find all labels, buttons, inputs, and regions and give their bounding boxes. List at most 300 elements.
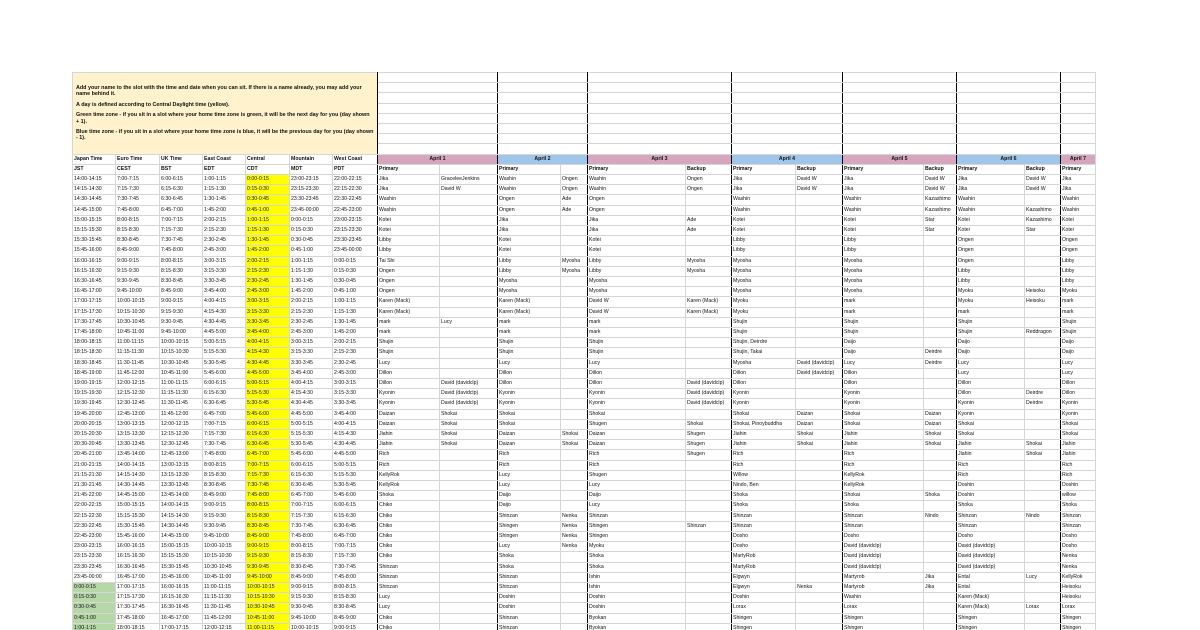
backup-signup-cell[interactable] — [561, 409, 588, 419]
primary-signup-cell[interactable]: Shingen — [732, 623, 796, 630]
primary-signup-cell[interactable]: Kyonin — [498, 399, 561, 409]
primary-signup-cell[interactable]: Jika — [588, 215, 686, 225]
backup-signup-cell[interactable] — [440, 470, 498, 480]
backup-signup-cell[interactable] — [561, 378, 588, 388]
backup-signup-cell[interactable] — [686, 613, 732, 623]
backup-signup-cell[interactable] — [924, 501, 957, 511]
primary-signup-cell[interactable]: Jiahin — [1061, 450, 1096, 460]
primary-signup-cell[interactable]: Shujin — [588, 338, 686, 348]
backup-signup-cell[interactable] — [796, 348, 843, 358]
primary-signup-cell[interactable]: Shinzan — [1061, 511, 1096, 521]
primary-signup-cell[interactable]: Washin — [1061, 195, 1096, 205]
primary-signup-cell[interactable]: mark — [498, 327, 561, 337]
backup-signup-cell[interactable]: Star — [924, 225, 957, 235]
primary-signup-cell[interactable]: Myoku — [957, 287, 1025, 297]
primary-signup-cell[interactable]: Daijo — [1061, 348, 1096, 358]
primary-signup-cell[interactable]: Doshin — [957, 481, 1025, 491]
primary-signup-cell[interactable]: Chiko — [378, 501, 440, 511]
backup-signup-cell[interactable]: Kazashimo — [1025, 205, 1061, 215]
primary-signup-cell[interactable]: Myosha — [732, 358, 796, 368]
primary-signup-cell[interactable]: Daizan — [498, 440, 561, 450]
primary-signup-cell[interactable]: Rich — [957, 460, 1025, 470]
backup-signup-cell[interactable] — [1025, 460, 1061, 470]
backup-signup-cell[interactable]: Nenka — [561, 511, 588, 521]
primary-signup-cell[interactable]: David W — [588, 307, 686, 317]
primary-signup-cell[interactable]: Ongen — [588, 205, 686, 215]
backup-signup-cell[interactable] — [924, 287, 957, 297]
primary-signup-cell[interactable]: Jika — [732, 185, 796, 195]
backup-signup-cell[interactable] — [1025, 266, 1061, 276]
primary-signup-cell[interactable]: Libby — [498, 266, 561, 276]
primary-signup-cell[interactable]: Doshin — [498, 593, 561, 603]
primary-signup-cell[interactable]: Libby — [588, 266, 686, 276]
primary-signup-cell[interactable]: Shokai — [957, 419, 1025, 429]
primary-signup-cell[interactable]: Lucy — [498, 542, 561, 552]
primary-signup-cell[interactable]: Jiahin — [732, 440, 796, 450]
primary-signup-cell[interactable]: Shokai — [843, 419, 924, 429]
backup-signup-cell[interactable]: David W — [924, 185, 957, 195]
primary-signup-cell[interactable]: willow — [1061, 491, 1096, 501]
primary-signup-cell[interactable]: Shujin — [378, 338, 440, 348]
backup-signup-cell[interactable] — [686, 338, 732, 348]
primary-signup-cell[interactable]: Jika — [498, 215, 561, 225]
backup-signup-cell[interactable] — [561, 572, 588, 582]
backup-signup-cell[interactable]: Deirdre — [924, 348, 957, 358]
primary-signup-cell[interactable]: Lorax — [732, 603, 796, 613]
primary-signup-cell[interactable]: Daizan — [378, 409, 440, 419]
primary-signup-cell[interactable]: Nenka — [1061, 552, 1096, 562]
backup-signup-cell[interactable] — [440, 266, 498, 276]
primary-signup-cell[interactable]: Shugen — [588, 419, 686, 429]
primary-signup-cell[interactable]: Shujin — [957, 327, 1025, 337]
backup-signup-cell[interactable] — [686, 460, 732, 470]
primary-signup-cell[interactable]: Shoka — [498, 552, 561, 562]
backup-signup-cell[interactable] — [796, 562, 843, 572]
backup-signup-cell[interactable] — [796, 460, 843, 470]
primary-signup-cell[interactable]: Dillon — [1061, 378, 1096, 388]
backup-signup-cell[interactable]: Shugen — [686, 440, 732, 450]
primary-signup-cell[interactable]: Doshin — [732, 593, 796, 603]
primary-signup-cell[interactable]: Shinzan — [957, 511, 1025, 521]
backup-signup-cell[interactable] — [561, 276, 588, 286]
primary-signup-cell[interactable]: Shinzan — [843, 521, 924, 531]
backup-signup-cell[interactable]: Shokai — [1025, 440, 1061, 450]
backup-signup-cell[interactable] — [561, 368, 588, 378]
primary-signup-cell[interactable]: Myosha — [588, 287, 686, 297]
primary-signup-cell[interactable]: Shujin — [1061, 327, 1096, 337]
primary-signup-cell[interactable]: Shinzan — [1061, 521, 1096, 531]
backup-signup-cell[interactable]: Star — [1025, 225, 1061, 235]
primary-signup-cell[interactable]: Shingen — [843, 623, 924, 630]
primary-signup-cell[interactable]: Shingen — [732, 613, 796, 623]
primary-signup-cell[interactable]: Kyonin — [732, 399, 796, 409]
primary-signup-cell[interactable]: Rich — [588, 460, 686, 470]
primary-signup-cell[interactable]: Ongen — [378, 266, 440, 276]
primary-signup-cell[interactable]: Dillon — [498, 378, 561, 388]
primary-signup-cell[interactable]: Kotei — [498, 236, 561, 246]
backup-signup-cell[interactable] — [796, 297, 843, 307]
primary-signup-cell[interactable]: Shoka — [588, 552, 686, 562]
backup-signup-cell[interactable] — [924, 327, 957, 337]
backup-signup-cell[interactable] — [1025, 532, 1061, 542]
primary-signup-cell[interactable]: Shinzan — [498, 511, 561, 521]
backup-signup-cell[interactable]: Reddragon — [1025, 327, 1061, 337]
backup-signup-cell[interactable]: David (davidclp) — [440, 389, 498, 399]
primary-signup-cell[interactable]: KellyRok — [843, 470, 924, 480]
backup-signup-cell[interactable] — [1025, 593, 1061, 603]
backup-signup-cell[interactable] — [796, 236, 843, 246]
primary-signup-cell[interactable]: Kyonin — [843, 399, 924, 409]
primary-signup-cell[interactable]: Jika — [378, 185, 440, 195]
backup-signup-cell[interactable] — [686, 205, 732, 215]
backup-signup-cell[interactable]: Ongen — [686, 174, 732, 184]
primary-signup-cell[interactable]: Chiko — [378, 532, 440, 542]
backup-signup-cell[interactable] — [440, 552, 498, 562]
primary-signup-cell[interactable]: Shingen — [957, 613, 1025, 623]
primary-signup-cell[interactable]: David W — [588, 297, 686, 307]
backup-signup-cell[interactable] — [1025, 470, 1061, 480]
backup-signup-cell[interactable] — [686, 532, 732, 542]
backup-signup-cell[interactable]: Nindo — [924, 511, 957, 521]
primary-signup-cell[interactable]: mark — [588, 327, 686, 337]
primary-signup-cell[interactable]: Shinzan — [498, 572, 561, 582]
backup-signup-cell[interactable] — [796, 521, 843, 531]
backup-signup-cell[interactable] — [924, 552, 957, 562]
backup-signup-cell[interactable] — [440, 532, 498, 542]
backup-signup-cell[interactable] — [1025, 338, 1061, 348]
primary-signup-cell[interactable]: Kotei — [732, 225, 796, 235]
backup-signup-cell[interactable]: Karen (Mack) — [686, 307, 732, 317]
primary-signup-cell[interactable]: MartyRob — [732, 562, 796, 572]
primary-signup-cell[interactable]: Jiahin — [843, 440, 924, 450]
primary-signup-cell[interactable]: Nenka — [1061, 562, 1096, 572]
backup-signup-cell[interactable] — [1025, 552, 1061, 562]
backup-signup-cell[interactable] — [561, 603, 588, 613]
backup-signup-cell[interactable] — [1025, 562, 1061, 572]
primary-signup-cell[interactable]: Shokai — [588, 409, 686, 419]
primary-signup-cell[interactable]: Kotei — [1061, 225, 1096, 235]
backup-signup-cell[interactable]: Ongen — [561, 185, 588, 195]
primary-signup-cell[interactable]: Washin — [843, 593, 924, 603]
backup-signup-cell[interactable] — [1025, 368, 1061, 378]
primary-signup-cell[interactable]: Shokai — [1061, 429, 1096, 439]
backup-signup-cell[interactable] — [561, 613, 588, 623]
backup-signup-cell[interactable] — [440, 491, 498, 501]
backup-signup-cell[interactable] — [796, 532, 843, 542]
primary-signup-cell[interactable]: mark — [1061, 297, 1096, 307]
primary-signup-cell[interactable]: Kotei — [1061, 215, 1096, 225]
backup-signup-cell[interactable] — [796, 276, 843, 286]
backup-signup-cell[interactable] — [440, 521, 498, 531]
primary-signup-cell[interactable]: Shinzan — [732, 511, 796, 521]
primary-signup-cell[interactable]: Myosha — [498, 276, 561, 286]
primary-signup-cell[interactable]: Shingen — [843, 613, 924, 623]
backup-signup-cell[interactable] — [796, 511, 843, 521]
primary-signup-cell[interactable]: Dillon — [498, 368, 561, 378]
primary-signup-cell[interactable]: Byokan — [588, 623, 686, 630]
primary-signup-cell[interactable]: Doshin — [1061, 481, 1096, 491]
primary-signup-cell[interactable]: Shoka — [732, 491, 796, 501]
backup-signup-cell[interactable]: Shokai — [440, 429, 498, 439]
primary-signup-cell[interactable]: Ongen — [1061, 246, 1096, 256]
primary-signup-cell[interactable]: Jika — [588, 225, 686, 235]
backup-signup-cell[interactable]: Shokai — [440, 440, 498, 450]
backup-signup-cell[interactable] — [561, 225, 588, 235]
primary-signup-cell[interactable]: Lucy — [498, 358, 561, 368]
primary-signup-cell[interactable]: Dosho — [1061, 542, 1096, 552]
primary-signup-cell[interactable]: Washin — [378, 195, 440, 205]
primary-signup-cell[interactable]: Shinzan — [378, 572, 440, 582]
primary-signup-cell[interactable]: Lucy — [957, 368, 1025, 378]
backup-signup-cell[interactable] — [924, 236, 957, 246]
backup-signup-cell[interactable]: Kazashimo — [1025, 215, 1061, 225]
primary-signup-cell[interactable]: Ongen — [957, 246, 1025, 256]
primary-signup-cell[interactable]: Kyonin — [1061, 399, 1096, 409]
backup-signup-cell[interactable]: Shugen — [686, 429, 732, 439]
primary-signup-cell[interactable]: Chiko — [378, 511, 440, 521]
primary-signup-cell[interactable]: Jiahin — [957, 440, 1025, 450]
primary-signup-cell[interactable]: Shinzan — [588, 511, 686, 521]
backup-signup-cell[interactable]: Shoka — [924, 491, 957, 501]
primary-signup-cell[interactable]: Rich — [732, 460, 796, 470]
backup-signup-cell[interactable] — [440, 481, 498, 491]
primary-signup-cell[interactable]: David (davidclp) — [843, 542, 924, 552]
primary-signup-cell[interactable]: Rich — [498, 460, 561, 470]
backup-signup-cell[interactable]: David (davidclp) — [440, 399, 498, 409]
backup-signup-cell[interactable] — [686, 348, 732, 358]
backup-signup-cell[interactable]: David W — [924, 174, 957, 184]
primary-signup-cell[interactable]: mark — [378, 317, 440, 327]
primary-signup-cell[interactable]: Shokai — [843, 409, 924, 419]
backup-signup-cell[interactable] — [796, 389, 843, 399]
primary-signup-cell[interactable]: Willow — [732, 470, 796, 480]
backup-signup-cell[interactable]: Shokai — [561, 429, 588, 439]
primary-signup-cell[interactable]: Lucy — [1061, 368, 1096, 378]
primary-signup-cell[interactable]: Shingen — [957, 623, 1025, 630]
primary-signup-cell[interactable]: Libby — [588, 256, 686, 266]
backup-signup-cell[interactable] — [440, 297, 498, 307]
primary-signup-cell[interactable]: Myoku — [732, 297, 796, 307]
backup-signup-cell[interactable] — [924, 521, 957, 531]
backup-signup-cell[interactable]: Shugen — [686, 450, 732, 460]
backup-signup-cell[interactable] — [796, 481, 843, 491]
primary-signup-cell[interactable]: Washin — [1061, 205, 1096, 215]
primary-signup-cell[interactable]: Elgwyn — [732, 572, 796, 582]
primary-signup-cell[interactable]: Kotei — [843, 225, 924, 235]
primary-signup-cell[interactable]: Libby — [378, 236, 440, 246]
backup-signup-cell[interactable] — [440, 593, 498, 603]
backup-signup-cell[interactable]: Deirdre — [924, 358, 957, 368]
backup-signup-cell[interactable] — [561, 338, 588, 348]
primary-signup-cell[interactable]: Shingen — [498, 521, 561, 531]
backup-signup-cell[interactable] — [796, 593, 843, 603]
backup-signup-cell[interactable]: Lorax — [1025, 603, 1061, 613]
primary-signup-cell[interactable]: Jiahin — [378, 429, 440, 439]
backup-signup-cell[interactable]: Shokai — [686, 419, 732, 429]
backup-signup-cell[interactable]: Karen (Mack) — [686, 297, 732, 307]
backup-signup-cell[interactable] — [924, 460, 957, 470]
primary-signup-cell[interactable]: Jika — [957, 174, 1025, 184]
backup-signup-cell[interactable]: Star — [924, 215, 957, 225]
primary-signup-cell[interactable]: Shoka — [498, 562, 561, 572]
primary-signup-cell[interactable]: Shokai — [1061, 419, 1096, 429]
primary-signup-cell[interactable]: David (davidclp) — [957, 552, 1025, 562]
primary-signup-cell[interactable]: Karen (Mack) — [957, 603, 1025, 613]
primary-signup-cell[interactable]: Dillon — [843, 378, 924, 388]
backup-signup-cell[interactable]: Shokai — [561, 440, 588, 450]
primary-signup-cell[interactable]: Byokan — [588, 613, 686, 623]
primary-signup-cell[interactable]: Chiko — [378, 542, 440, 552]
primary-signup-cell[interactable]: Jika — [732, 174, 796, 184]
backup-signup-cell[interactable]: Nenka — [561, 532, 588, 542]
primary-signup-cell[interactable]: Shingen — [1061, 623, 1096, 630]
primary-signup-cell[interactable]: Martyrob — [843, 572, 924, 582]
primary-signup-cell[interactable]: Shoka — [1061, 501, 1096, 511]
primary-signup-cell[interactable]: Rich — [843, 450, 924, 460]
backup-signup-cell[interactable] — [686, 276, 732, 286]
primary-signup-cell[interactable]: MartyRob — [732, 552, 796, 562]
primary-signup-cell[interactable]: Dillon — [378, 378, 440, 388]
backup-signup-cell[interactable] — [440, 583, 498, 593]
backup-signup-cell[interactable] — [561, 562, 588, 572]
backup-signup-cell[interactable] — [924, 613, 957, 623]
primary-signup-cell[interactable]: Shujin — [843, 327, 924, 337]
primary-signup-cell[interactable]: Karen (Mack) — [378, 297, 440, 307]
primary-signup-cell[interactable]: Daizan — [498, 429, 561, 439]
backup-signup-cell[interactable] — [1025, 348, 1061, 358]
primary-signup-cell[interactable]: Kyonin — [498, 389, 561, 399]
backup-signup-cell[interactable] — [561, 236, 588, 246]
backup-signup-cell[interactable] — [561, 246, 588, 256]
backup-signup-cell[interactable] — [1025, 491, 1061, 501]
backup-signup-cell[interactable] — [686, 501, 732, 511]
backup-signup-cell[interactable] — [924, 593, 957, 603]
backup-signup-cell[interactable] — [440, 460, 498, 470]
backup-signup-cell[interactable] — [1025, 195, 1061, 205]
primary-signup-cell[interactable]: Myosha — [843, 287, 924, 297]
backup-signup-cell[interactable] — [924, 470, 957, 480]
backup-signup-cell[interactable] — [440, 327, 498, 337]
primary-signup-cell[interactable]: KellyRok — [1061, 572, 1096, 582]
primary-signup-cell[interactable]: Myosha — [843, 256, 924, 266]
primary-signup-cell[interactable]: Lucy — [588, 358, 686, 368]
backup-signup-cell[interactable] — [440, 338, 498, 348]
backup-signup-cell[interactable] — [561, 583, 588, 593]
backup-signup-cell[interactable] — [686, 358, 732, 368]
backup-signup-cell[interactable]: Myosha — [686, 266, 732, 276]
primary-signup-cell[interactable]: Dillon — [378, 368, 440, 378]
backup-signup-cell[interactable] — [1025, 429, 1061, 439]
backup-signup-cell[interactable]: Jika — [924, 583, 957, 593]
primary-signup-cell[interactable]: Shoka — [588, 562, 686, 572]
primary-signup-cell[interactable]: Lucy — [588, 501, 686, 511]
primary-signup-cell[interactable]: Lorax — [843, 603, 924, 613]
backup-signup-cell[interactable] — [561, 287, 588, 297]
primary-signup-cell[interactable]: Shokai, Pinoybuddha — [732, 419, 796, 429]
primary-signup-cell[interactable]: Chiko — [378, 552, 440, 562]
backup-signup-cell[interactable]: Shokai — [440, 409, 498, 419]
backup-signup-cell[interactable] — [686, 572, 732, 582]
backup-signup-cell[interactable]: Myosha — [686, 256, 732, 266]
primary-signup-cell[interactable]: Shinzan — [957, 521, 1025, 531]
primary-signup-cell[interactable]: Washin — [588, 185, 686, 195]
backup-signup-cell[interactable]: Shinzan — [686, 521, 732, 531]
primary-signup-cell[interactable]: Shokai — [498, 419, 561, 429]
primary-signup-cell[interactable]: Shujin — [1061, 317, 1096, 327]
primary-signup-cell[interactable]: Washin — [957, 205, 1025, 215]
primary-signup-cell[interactable]: Jiahin — [843, 429, 924, 439]
backup-signup-cell[interactable]: Jika — [924, 572, 957, 582]
primary-signup-cell[interactable]: mark — [843, 307, 924, 317]
backup-signup-cell[interactable]: Myosha — [561, 266, 588, 276]
backup-signup-cell[interactable] — [440, 358, 498, 368]
primary-signup-cell[interactable]: Myosha — [843, 276, 924, 286]
backup-signup-cell[interactable] — [924, 256, 957, 266]
backup-signup-cell[interactable] — [1025, 256, 1061, 266]
backup-signup-cell[interactable]: David W — [796, 174, 843, 184]
backup-signup-cell[interactable] — [561, 358, 588, 368]
primary-signup-cell[interactable]: Chiko — [378, 623, 440, 630]
backup-signup-cell[interactable] — [440, 276, 498, 286]
primary-signup-cell[interactable]: Kotei — [957, 225, 1025, 235]
primary-signup-cell[interactable]: Kotei — [732, 215, 796, 225]
primary-signup-cell[interactable]: Lucy — [957, 358, 1025, 368]
primary-signup-cell[interactable]: Libby — [1061, 276, 1096, 286]
primary-signup-cell[interactable]: Karen (Mack) — [378, 307, 440, 317]
primary-signup-cell[interactable]: Myosha — [732, 266, 796, 276]
primary-signup-cell[interactable]: KellyRok — [378, 470, 440, 480]
primary-signup-cell[interactable]: Libby — [957, 276, 1025, 286]
backup-signup-cell[interactable] — [1025, 246, 1061, 256]
backup-signup-cell[interactable] — [440, 450, 498, 460]
primary-signup-cell[interactable]: Shingen — [588, 521, 686, 531]
backup-signup-cell[interactable] — [924, 532, 957, 542]
primary-signup-cell[interactable]: Washin — [843, 205, 924, 215]
backup-signup-cell[interactable]: Daizan — [924, 409, 957, 419]
backup-signup-cell[interactable] — [1025, 521, 1061, 531]
backup-signup-cell[interactable] — [440, 225, 498, 235]
backup-signup-cell[interactable] — [686, 583, 732, 593]
primary-signup-cell[interactable]: Daijo — [843, 338, 924, 348]
backup-signup-cell[interactable] — [561, 450, 588, 460]
primary-signup-cell[interactable]: Libby — [732, 236, 796, 246]
backup-signup-cell[interactable] — [686, 236, 732, 246]
backup-signup-cell[interactable]: Deirdre — [1025, 399, 1061, 409]
primary-signup-cell[interactable]: Myosha — [498, 287, 561, 297]
backup-signup-cell[interactable] — [924, 368, 957, 378]
backup-signup-cell[interactable]: Shokai — [796, 429, 843, 439]
primary-signup-cell[interactable]: Kotei — [378, 225, 440, 235]
primary-signup-cell[interactable]: Daijo — [1061, 338, 1096, 348]
backup-signup-cell[interactable]: Ade — [686, 225, 732, 235]
backup-signup-cell[interactable] — [440, 195, 498, 205]
backup-signup-cell[interactable] — [924, 307, 957, 317]
primary-signup-cell[interactable]: Washin — [957, 195, 1025, 205]
backup-signup-cell[interactable] — [924, 317, 957, 327]
backup-signup-cell[interactable] — [561, 501, 588, 511]
primary-signup-cell[interactable]: Shingen — [498, 532, 561, 542]
backup-signup-cell[interactable]: Deirdre — [1025, 389, 1061, 399]
primary-signup-cell[interactable]: Rich — [957, 470, 1025, 480]
primary-signup-cell[interactable]: Shujin — [588, 348, 686, 358]
backup-signup-cell[interactable] — [796, 338, 843, 348]
primary-signup-cell[interactable]: Dosho — [732, 542, 796, 552]
primary-signup-cell[interactable]: Washin — [498, 174, 561, 184]
primary-signup-cell[interactable]: Shinzan — [498, 583, 561, 593]
primary-signup-cell[interactable]: KellyRok — [843, 481, 924, 491]
primary-signup-cell[interactable]: Doshin — [588, 603, 686, 613]
backup-signup-cell[interactable] — [924, 246, 957, 256]
